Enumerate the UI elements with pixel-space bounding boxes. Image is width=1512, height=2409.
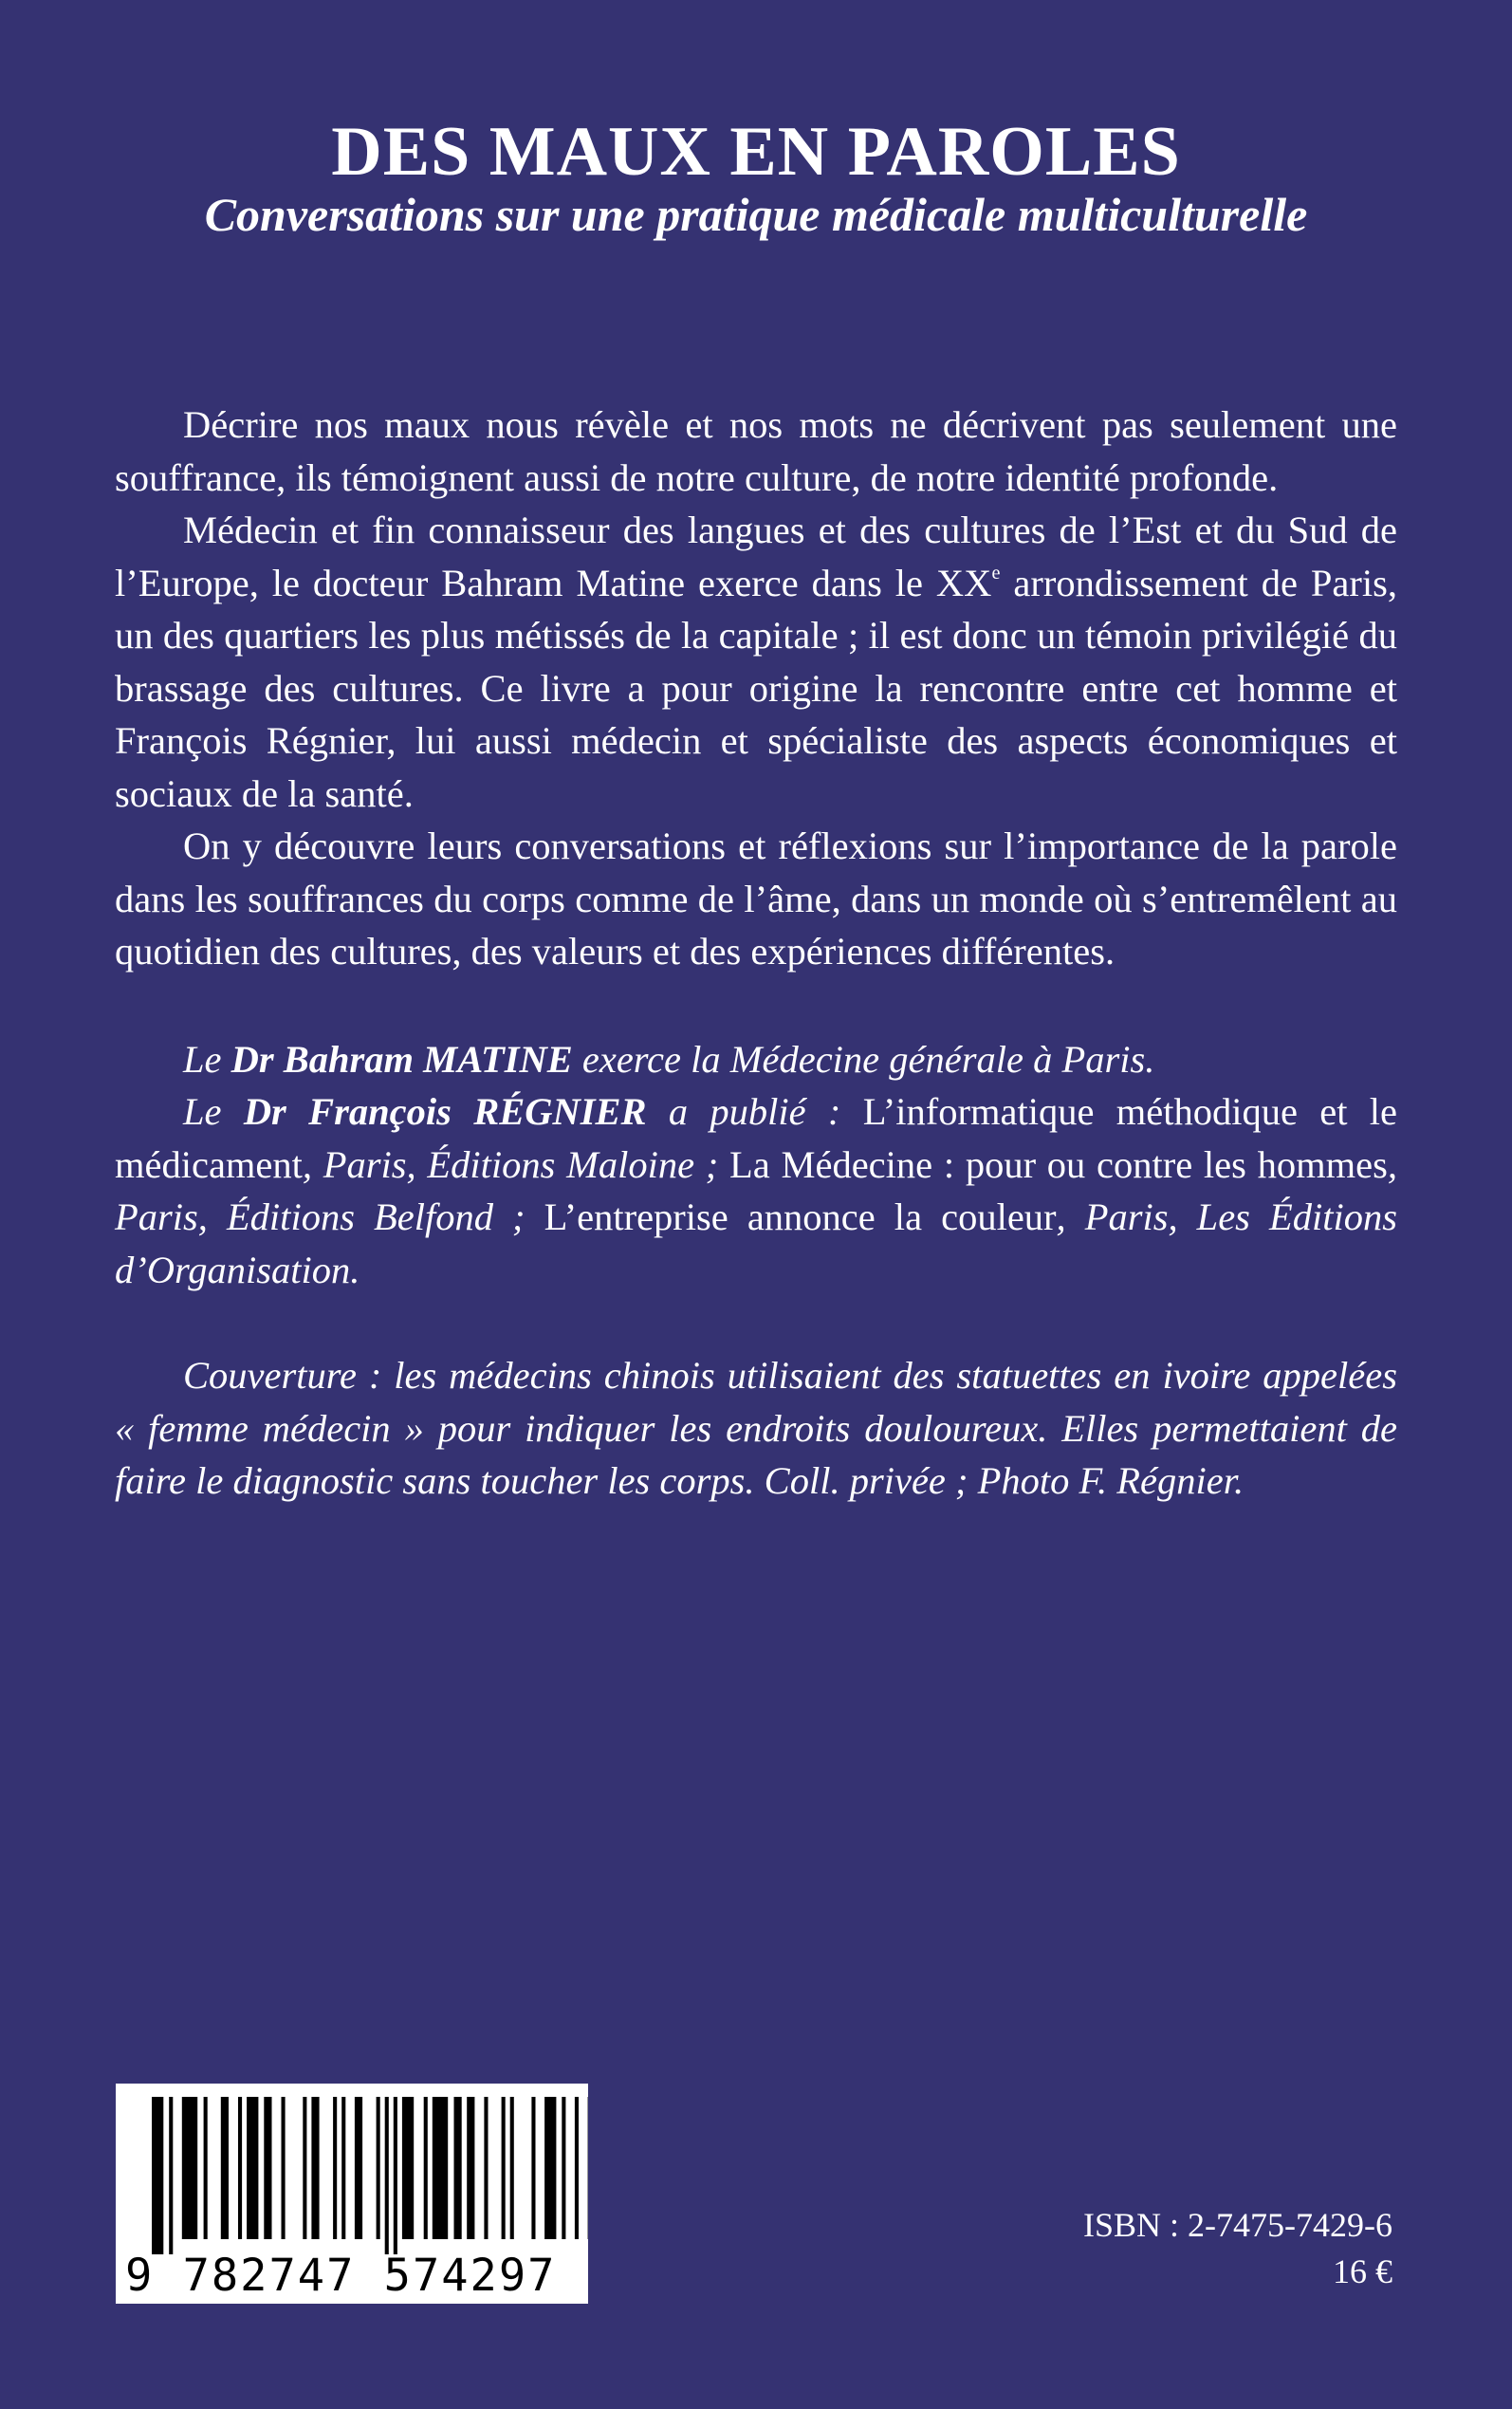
publisher-1: , Paris, Éditions Maloine ; [302,1142,730,1186]
isbn-barcode [116,2084,588,2304]
barcode-bar [311,2097,319,2239]
author-regnier [115,1085,1397,1296]
book-title-2: La Médecine : pour ou contre les hommes [729,1142,1388,1186]
barcode-bar [454,2097,462,2239]
barcode-bar [502,2097,506,2239]
paragraph-text-end: arrondissement de Paris, un des quartiers les plus métissés de la capitale ; il est donc un témoin privilégié du brassage des cultures. Ce livre a pour origine la rencontre entre cet homme et François Régnier, lui aussi médecin et spécialiste des aspects économiques et sociaux de la santé. [115,561,1398,815]
barcode-bar [544,2097,556,2239]
barcode-bar [152,2097,163,2254]
barcode-bar [385,2097,389,2254]
price: 16 € [1333,2252,1392,2290]
barcode-digits: 9 782747 574297 [125,2250,557,2302]
barcode-bar [247,2097,258,2239]
book-subtitle: Conversations sur une pratique médicale multiculturelle [204,188,1308,241]
barcode-bar [221,2097,229,2239]
barcode-bar [531,2097,535,2239]
barcode-bar [562,2097,565,2239]
author-matine [115,1033,1397,1086]
barcode-bar [303,2097,306,2239]
barcode-bar [169,2097,173,2254]
barcode-bar [424,2097,428,2239]
book-title-1: L’informatique méthodique et le médicament [115,1090,1398,1186]
publisher-2: , Paris, Éditions Belfond ; [115,1142,1397,1238]
barcode-bars [116,2084,588,2256]
barcode-bar [264,2097,271,2239]
published-label: a publié : [646,1090,863,1133]
barcode-bar [182,2097,197,2239]
barcode-bar [394,2097,397,2254]
barcode-bar [402,2097,414,2239]
barcode-bar [333,2097,337,2239]
book-title-3: L’entreprise annonce la couleur [544,1195,1057,1238]
barcode-bar [355,2097,362,2239]
author-name-matine: Dr Bahram MATINE [230,1037,573,1081]
author-background-paragraph [115,504,1397,820]
barcode-bar [467,2097,474,2239]
author-role: exerce la Médecine générale à Paris. [572,1037,1155,1081]
book-title: DES MAUX EN PAROLES [331,113,1181,191]
isbn-number: ISBN : 2-7475-7429-6 [1083,2206,1392,2244]
content-paragraph: On y découvre leurs conversations et réflexions sur l’importance de la parole dans les souffrances du corps comme de l’âme, dans un monde où s’entremêlent au quotidien des cultures, des valeurs et des expériences différentes. [115,825,1397,973]
author-prefix: Le [183,1037,231,1081]
barcode-bar [433,2097,448,2239]
cover-credit-note: Couverture : les médecins chinois utilisaient des statuettes en ivoire appelées « femme médecin » pour indiquer les endroits douloureux. Elles permettaient de faire le diagnostic sans toucher les corps. Coll. privée ; Photo F. Régnier. [115,1354,1397,1502]
barcode-bar [204,2097,208,2239]
author-name-regnier: Dr François RÉGNIER [243,1090,647,1133]
paragraph-text-start: Médecin et fin connaisseur des langues et des cultures de l’Est et du Sud de l’Europe, le docteur Bahram Matine exerce dans le XX [115,509,1397,604]
intro-paragraph: Décrire nos maux nous révèle et nos mots ne décrivent pas seulement une souffrance, ils témoignent aussi de notre culture, de notre identité profonde. [115,403,1397,499]
author-prefix: Le [183,1090,244,1133]
barcode-bar [341,2097,345,2239]
barcode-bar [510,2097,514,2239]
publisher-3: , Paris, Les Éditions d’Organisation. [115,1195,1398,1291]
barcode-bar [282,2097,286,2239]
barcode-bar [238,2097,242,2239]
back-cover-text [115,398,1397,1508]
barcode-bar [377,2097,380,2239]
barcode-bar [575,2097,579,2239]
century-superscript: e [991,562,1001,584]
barcode-bar [484,2097,488,2239]
